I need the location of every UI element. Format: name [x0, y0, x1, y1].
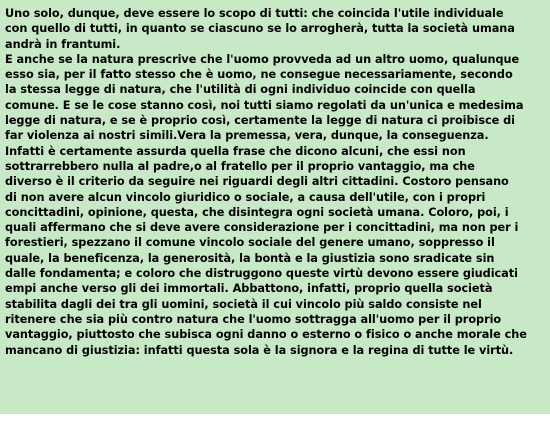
text-line: far violenza ai nostri simili.Vera la premessa, vera, dunque, la conseguenza.: [5, 129, 489, 143]
text-line: stabilita dagli dei tra gli uomini, società il cui vincolo più saldo consiste nel: [5, 297, 482, 311]
text-line: vantaggio, piuttosto che subisca ogni danno o esterno o fisico o anche morale che: [5, 328, 527, 342]
text-line: dalle fondamenta; e coloro che distruggono queste virtù devono essere giudicati: [5, 267, 518, 281]
text-line: quali affermano che si deve avere considerazione per i concittadini, ma non per i: [5, 221, 519, 235]
text-line: E anche se la natura prescrive che l'uomo provveda ad un altro uomo, qualunque: [5, 52, 520, 66]
text-line: la stessa legge di natura, che l'utilità di ogni individuo coincide con quella: [5, 83, 476, 97]
text-line: sottrarrebbero nulla al padre,o al fratello per il proprio vantaggio, ma che: [5, 159, 475, 173]
text-line: di non avere alcun vincolo giuridico o sociale, a causa dell'utile, con i propri: [5, 190, 486, 204]
text-line: andrà in frantumi.: [5, 37, 121, 51]
text-line: Infatti è certamente assurda quella frase che dicono alcuni, che essi non: [5, 144, 466, 158]
text-line: comune. E se le cose stanno così, noi tutti siamo regolati da un'unica e medesima: [5, 98, 524, 112]
text-line: forestieri, spezzano il comune vincolo sociale del genere umano, soppresso il: [5, 236, 495, 250]
text-line: quale, la beneficenza, la generosità, la bontà e la giustizia sono sradicate sin: [5, 251, 495, 265]
text-line: mancano di giustizia: infatti questa sola è la signora e la regina di tutte le virtù.: [5, 343, 514, 357]
text-line: Uno solo, dunque, deve essere lo scopo di tutti: che coincida l'utile individuale: [5, 7, 504, 20]
text-line: con quello di tutti, in quanto se ciascuno se lo arrogherà, tutta la società umana: [5, 22, 515, 36]
text-line: empi anche verso gli dei immortali. Abbattono, infatti, proprio quella società: [5, 282, 493, 296]
text-line: diverso è il criterio da seguire nei riguardi degli altri cittadini. Costoro pensano: [5, 175, 509, 189]
text-line: ritenere che sia più contro natura che l'uomo sottragga all'uomo per il proprio: [5, 312, 502, 326]
text-line: concittadini, opinione, questa, che disintegra ogni società umana. Coloro, poi, i: [5, 205, 509, 219]
text-line: esso sia, per il fatto stesso che è uomo, ne consegue necessariamente, secondo: [5, 68, 513, 82]
text-line: legge di natura, e se è proprio così, certamente la legge di natura ci proibisce di: [5, 114, 516, 128]
